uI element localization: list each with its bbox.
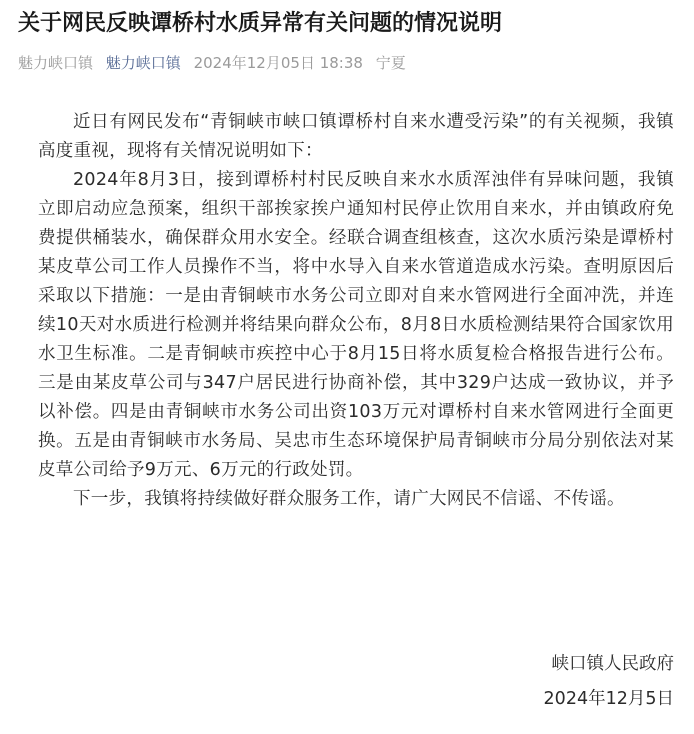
account-link[interactable]: 魅力峡口镇 <box>105 54 181 72</box>
publish-location: 宁夏 <box>375 54 406 72</box>
paragraph: 下一步，我镇将持续做好群众服务工作，请广大网民不信谣、不传谣。 <box>73 489 625 509</box>
signature-organization: 峡口镇人民政府 <box>551 654 674 674</box>
paragraph: 近日有网民发布“青铜峡市峡口镇谭桥村自来水遭受污染”的有关视频，我镇高度重视，现将有关情况说明如下： <box>38 112 674 161</box>
article-meta <box>18 52 414 74</box>
paragraph: 2024年8月3日，接到谭桥村村民反映自来水水质浑浊伴有异味问题，我镇立即启动应急预案，组织干部挨家挨户通知村民停止饮用自来水，并由镇政府免费提供桶装水，确保群众用水安全。经联合调查组核查，这次水质污染是谭桥村某皮草公司工作人员操作不当，将中水导入自来水管道造成水污染。查明原因后采取以下措施：一是由青铜峡市水务公司立即对自来水管网进行全面冲洗，并连续10天对水质进行检测并将结果向群众公布，8月8日水质检测结果符合国家饮用水卫生标准。二是青铜峡市疾控中心于8月15日将水质复检合格报告进行公布。三是由某皮草公司与347户居民进行协商补偿，其中329户达成一致协议，并予以补偿。四是由青铜峡市水务公司出资103万元对谭桥村自来水管网进行全面更换。五是由青铜峡市水务局、吴忠市生态环境保护局青铜峡市分局分别依法对某皮草公司给予9万元、6万元的行政处罚。 <box>38 170 674 480</box>
author-name: 魅力峡口镇 <box>18 54 94 72</box>
article-body <box>38 108 674 514</box>
signature-date: 2024年12月5日 <box>543 689 674 709</box>
article-title: 关于网民反映谭桥村水质异常有关问题的情况说明 <box>18 11 503 36</box>
publish-datetime: 2024年12月05日 18:38 <box>193 54 363 72</box>
